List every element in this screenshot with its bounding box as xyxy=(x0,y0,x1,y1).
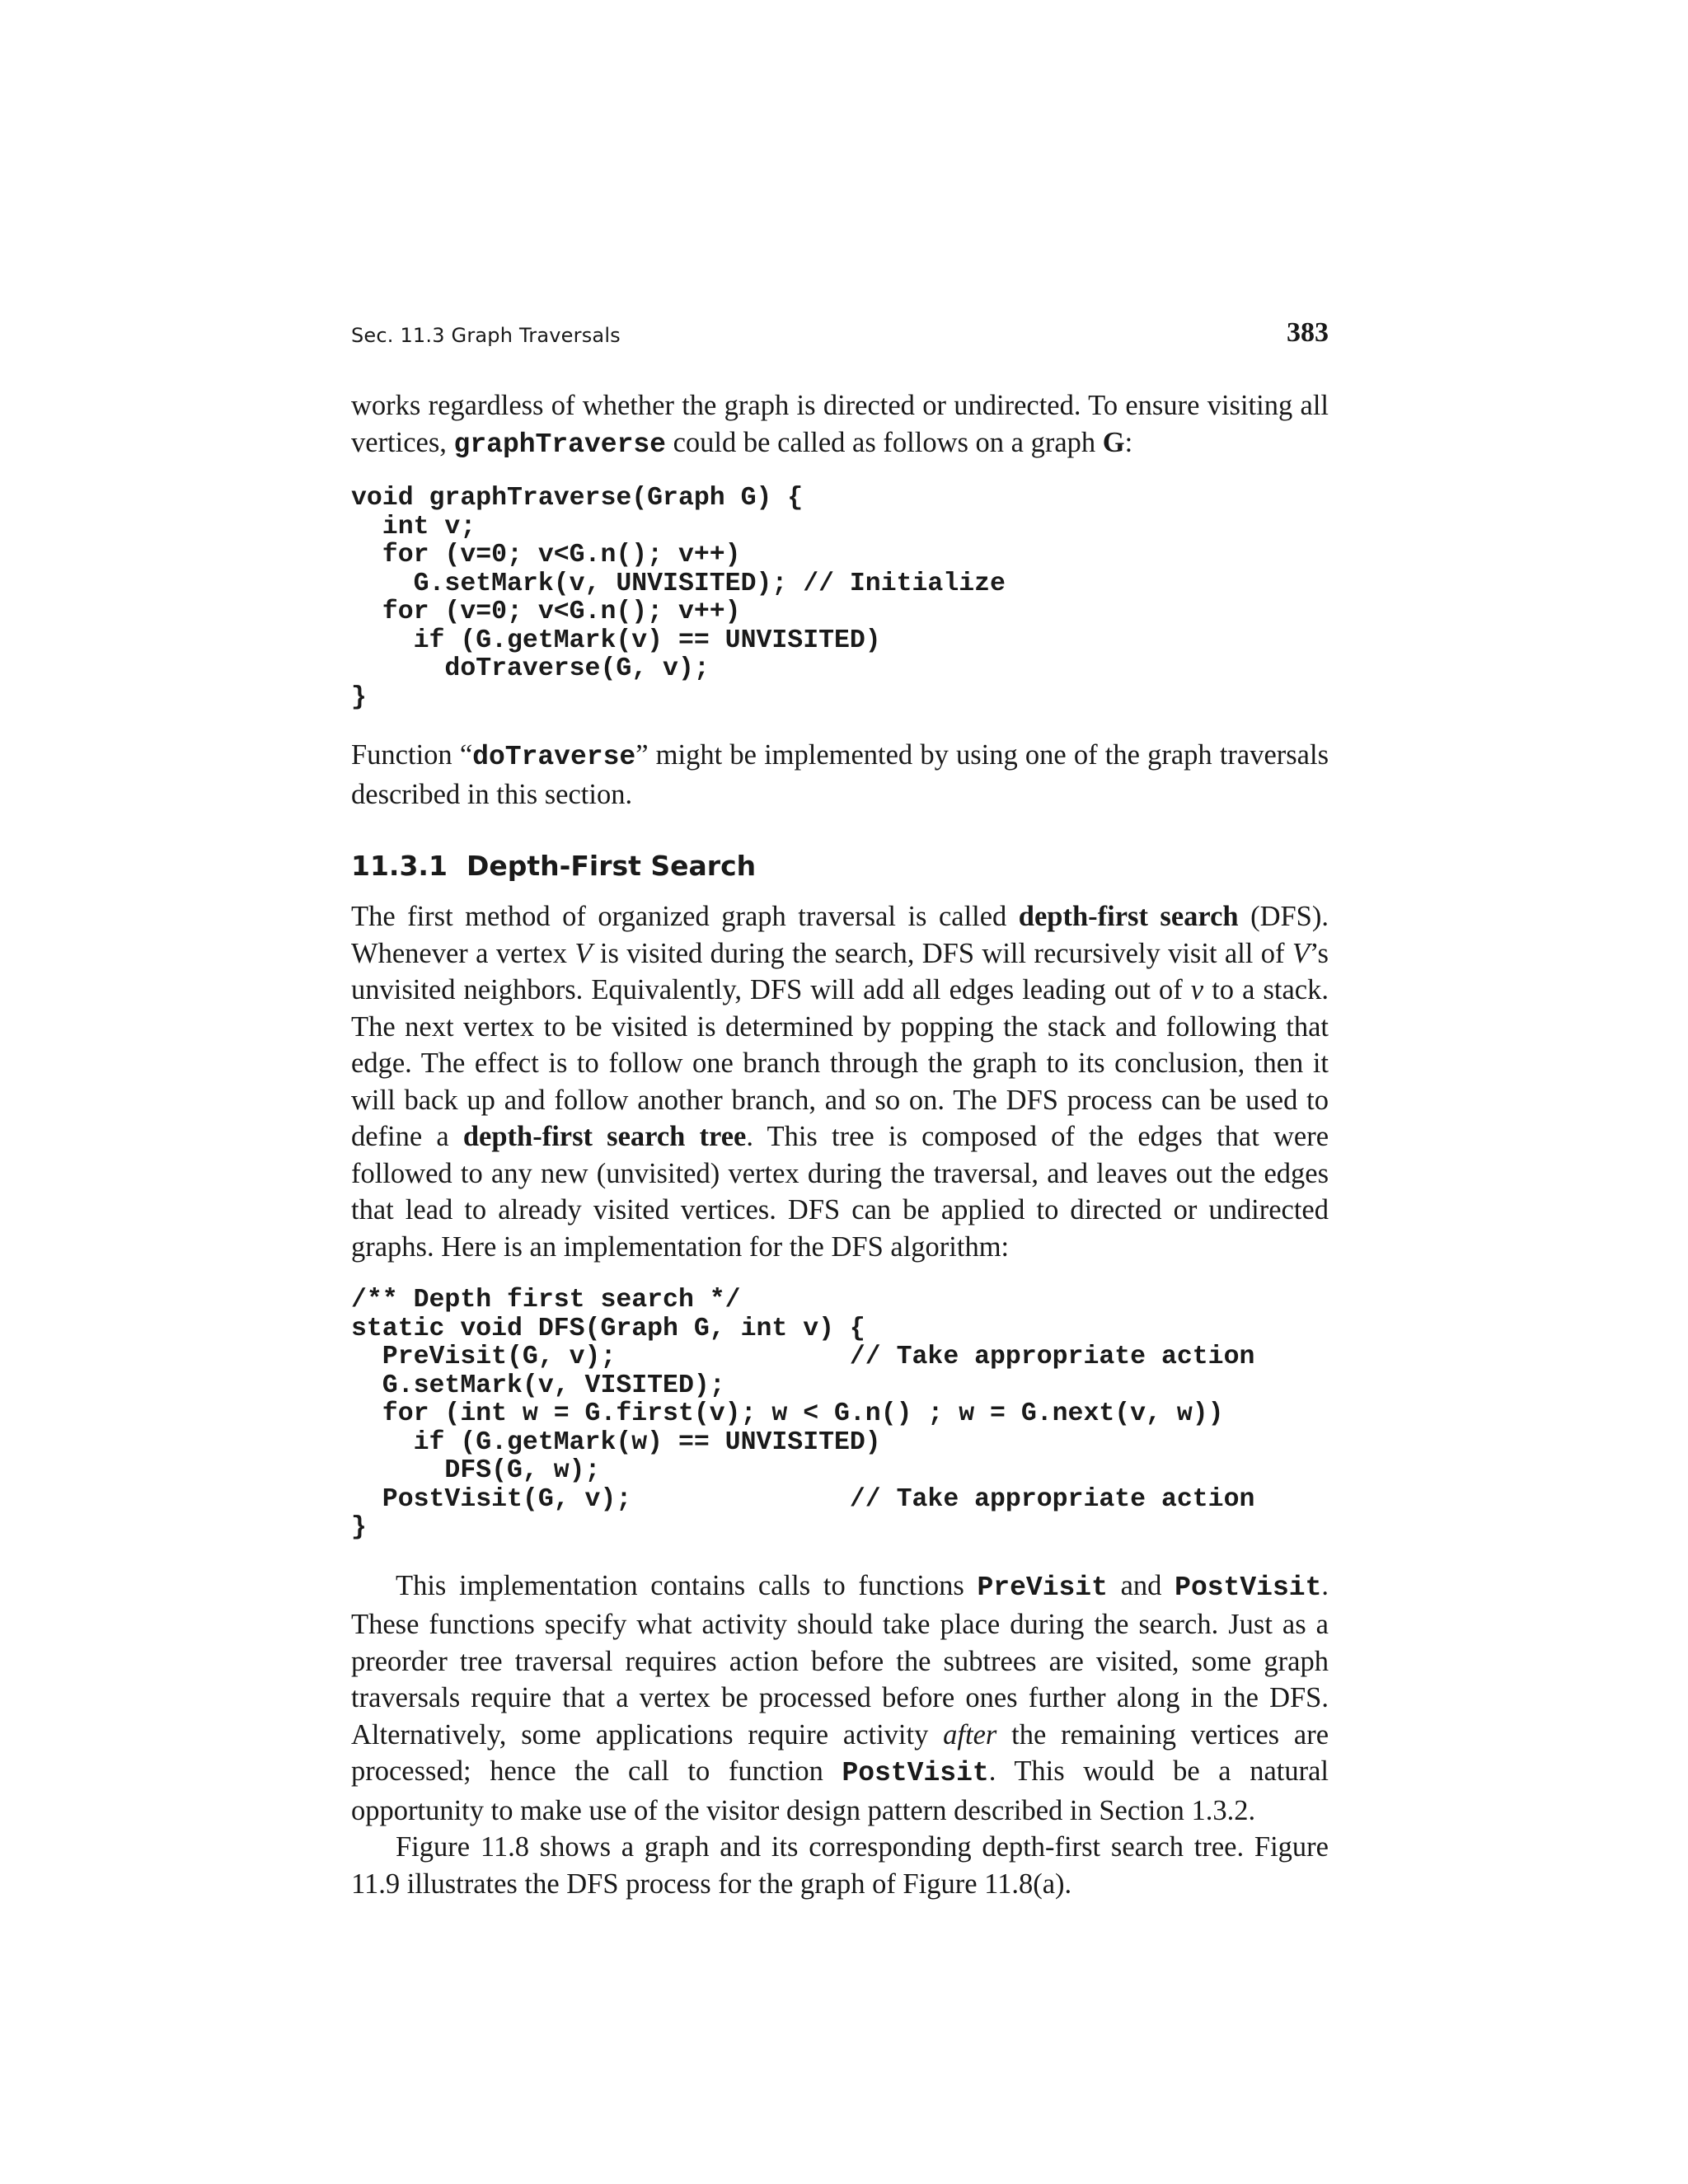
text-run: . This tree is composed of the edges that were followed to any new (unvisited) vertex during the traversal, and leaves out the edges that lead to already visited vertices. DFS can be applied to directed or undirected graphs. Here is an implementation for the DFS algorithm: xyxy=(351,1121,1329,1263)
text-run: is visited during the search, DFS will recursively visit all of xyxy=(592,937,1292,969)
section-label: Sec. 11.3 Graph Traversals xyxy=(351,324,621,347)
text-run: The first method of organized graph traversal is called xyxy=(351,901,1019,932)
italic-symbol: V xyxy=(574,937,593,969)
inline-code: PostVisit xyxy=(1175,1572,1322,1603)
section-title: Depth-First Search xyxy=(467,850,757,882)
text-run: the remaining vertices are processed; hence the call to function xyxy=(351,1718,1329,1787)
inline-code: graphTraverse xyxy=(453,429,666,460)
italic-symbol: v xyxy=(1190,974,1204,1005)
paragraph-do-traverse xyxy=(351,737,1329,813)
page-content xyxy=(351,387,1329,1902)
text-run: . This would be a natural opportunity to make use of the visitor design pattern described in Section 1.3.2. xyxy=(351,1755,1329,1826)
text-run: works regardless of whether the graph is directed or undirected. To ensure visiting all vertices, xyxy=(351,390,1329,458)
code-listing-graph-traverse: void graphTraverse(Graph G) { int v; for (v=0; v<G.n(); v++) G.setMark(v, UNVISITED); // Initialize for (v=0; v<G.n(); v++) if (G.getMark(v) == UNVISITED) doTraverse(G, v); } xyxy=(351,484,1006,712)
text-run: (DFS). Whenever a vertex xyxy=(351,901,1329,969)
inline-code: doTraverse xyxy=(472,742,636,772)
bold-symbol: G xyxy=(1102,426,1125,458)
bold-term: depth-first search xyxy=(1018,901,1239,932)
text-run: could be called as follows on a graph xyxy=(665,426,1103,458)
section-number: 11.3.1 xyxy=(351,850,448,882)
text-run: : xyxy=(1124,426,1133,458)
running-header xyxy=(351,317,1329,359)
paragraph-figure-reference: Figure 11.8 shows a graph and its corresponding depth-first search tree. Figure 11.9 illustrates the DFS process for the graph of Figure 11.8(a). xyxy=(351,1831,1329,1900)
paragraph-previsit-postvisit xyxy=(351,1568,1329,1830)
italic-word: after xyxy=(943,1718,997,1750)
section-heading xyxy=(351,846,1329,887)
text-run: and xyxy=(1107,1569,1175,1601)
text-run: ” might be implemented by using one of the graph traversals described in this section. xyxy=(351,739,1329,810)
bold-term: depth-first search tree xyxy=(462,1121,747,1152)
text-run: ’s unvisited neighbors. Equivalently, DFS will add all edges leading out of xyxy=(351,937,1329,1005)
paragraph-intro xyxy=(351,387,1329,463)
code-listing-dfs: /** Depth first search */ static void DFS(Graph G, int v) { PreVisit(G, v); // Take appropriate action G.setMark(v, VISITED); for (int w = G.first(v); w < G.n() ; w = G.next(v, w)) if (G.getMark(w) == UNVISITED) DFS(G, w); PostVisit(G, v); // Take appropriate action } xyxy=(351,1286,1255,1542)
text-run: to a stack. The next vertex to be visited is determined by popping the stack and following that edge. The effect is to follow one branch through the graph to its conclusion, then it will back up and follow another branch, and so on. The DFS process can be used to define a xyxy=(351,974,1329,1152)
paragraph-dfs-description xyxy=(351,898,1329,1265)
text-run: Function “ xyxy=(351,739,473,771)
inline-code: PreVisit xyxy=(977,1572,1108,1603)
page-number: 383 xyxy=(1287,317,1329,348)
book-page xyxy=(351,0,1329,2184)
text-run: . These functions specify what activity should take place during the search. Just as a preorder tree traversal requires action before the subtrees are visited, some graph traversals require that a vertex be processed before ones further along in the DFS. Alternatively, some applications require activity xyxy=(351,1569,1329,1750)
italic-symbol: V xyxy=(1292,937,1310,969)
inline-code: PostVisit xyxy=(842,1758,989,1788)
text-run: This implementation contains calls to functions xyxy=(396,1569,978,1601)
